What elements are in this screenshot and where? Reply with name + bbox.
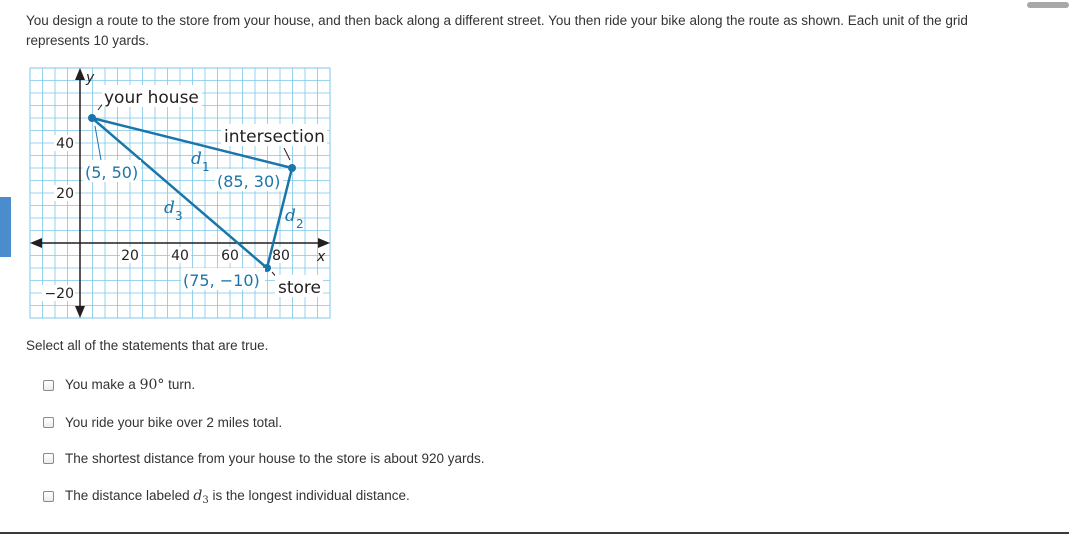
select-instruction: Select all of the statements that are true. xyxy=(26,338,269,353)
your-house-coord: (5, 50) xyxy=(85,163,139,182)
intersection-label: intersection xyxy=(224,127,325,147)
svg-text:2: 2 xyxy=(296,217,304,231)
store-label: store xyxy=(278,278,321,298)
svg-text:d: d xyxy=(191,149,202,169)
option-2[interactable] xyxy=(43,412,282,432)
x-tick-20: 20 xyxy=(121,248,139,264)
bottom-divider xyxy=(0,532,1069,534)
y-tick-minus-20: −20 xyxy=(44,286,74,302)
x-tick-60: 60 xyxy=(221,248,239,264)
question-prompt: You design a route to the store from your house, and then back along a different street. You then ride your bike along the route as shown. Each unit of the grid represents 10 yards. xyxy=(26,13,968,48)
y-tick-20: 20 xyxy=(56,186,74,202)
your-house-point xyxy=(88,114,96,122)
svg-text:d: d xyxy=(285,206,296,226)
option-1-math: 90° xyxy=(139,377,165,393)
x-tick-40: 40 xyxy=(171,248,189,264)
svg-text:3: 3 xyxy=(175,209,183,223)
x-axis-label: x xyxy=(317,249,326,265)
option-3-label[interactable]: The shortest distance from your house to the store is about 920 yards. xyxy=(65,450,485,466)
scrollbar-thumb[interactable] xyxy=(1027,2,1069,8)
option-4-checkbox[interactable] xyxy=(43,491,54,502)
svg-text:1: 1 xyxy=(202,160,210,174)
side-panel-tab[interactable] xyxy=(0,197,11,257)
your-house-label: your house xyxy=(104,88,199,108)
route-graph xyxy=(28,64,334,322)
option-2-label[interactable]: You ride your bike over 2 miles total. xyxy=(65,414,283,430)
option-3[interactable] xyxy=(43,448,484,468)
option-2-checkbox[interactable] xyxy=(43,417,54,428)
option-1-checkbox[interactable] xyxy=(43,380,54,391)
route-graph-svg xyxy=(28,64,334,322)
store-coord: (75, −10) xyxy=(183,271,260,290)
option-1-label[interactable]: You make a 90° turn. xyxy=(65,377,196,393)
option-1[interactable] xyxy=(43,375,195,395)
option-4[interactable] xyxy=(43,486,410,506)
intersection-coord: (85, 30) xyxy=(217,172,281,191)
svg-text:d: d xyxy=(164,198,175,218)
option-4-label[interactable]: The distance labeled $d_3$ is the longest individual distance. xyxy=(65,488,410,506)
x-tick-80: 80 xyxy=(272,248,290,264)
option-3-checkbox[interactable] xyxy=(43,453,54,464)
y-tick-40: 40 xyxy=(56,136,74,152)
y-axis-label: y xyxy=(86,70,95,86)
intersection-point xyxy=(288,164,296,172)
